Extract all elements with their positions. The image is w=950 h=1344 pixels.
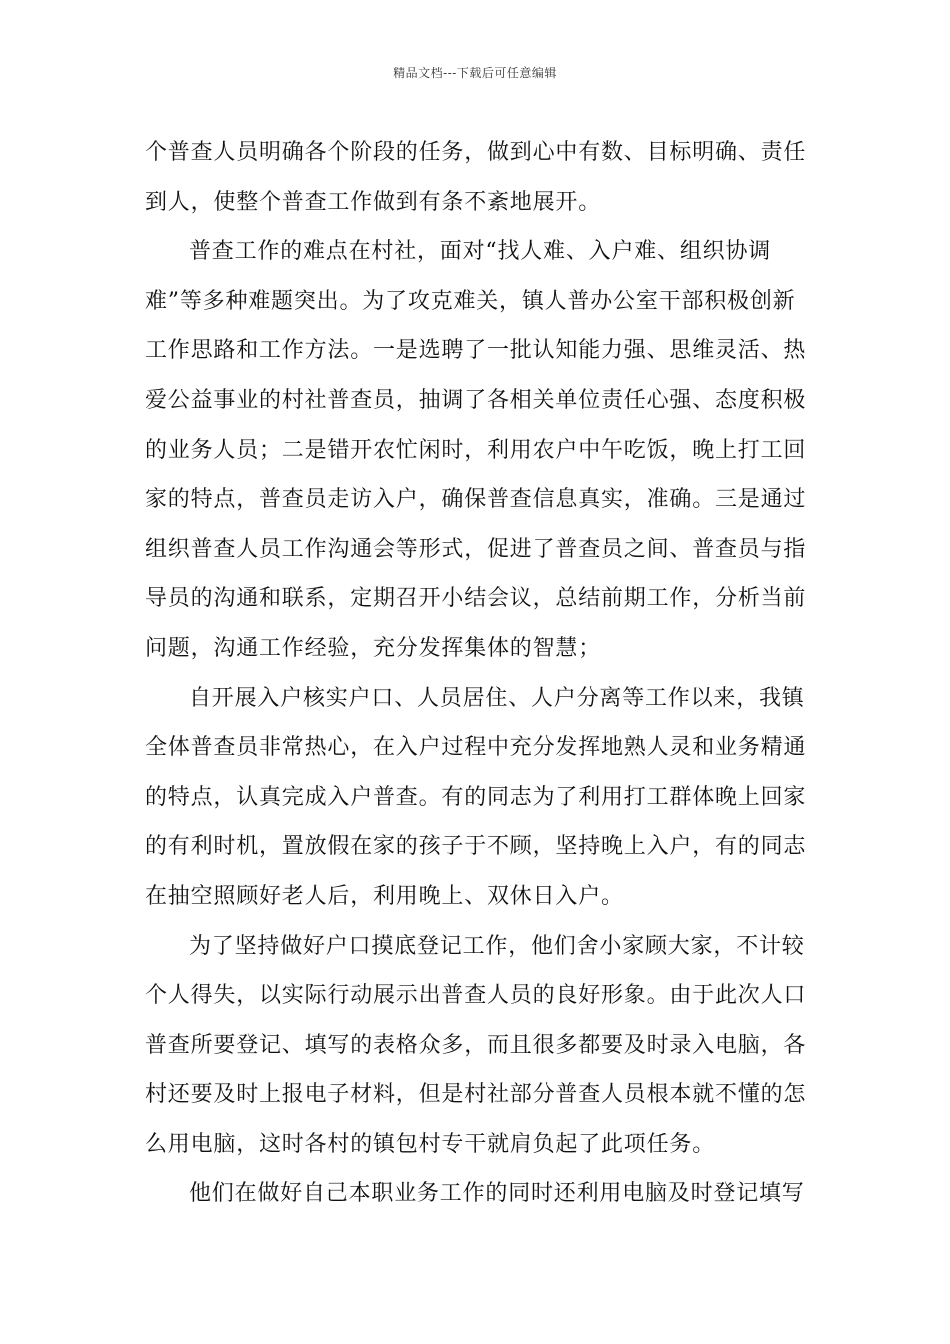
text-line: 难”等多种难题突出。为了攻克难关，镇人普办公室干部积极创新 — [145, 288, 796, 314]
text-line: 在抽空照顾好老人后，利用晚上、双休日入户。 — [145, 883, 624, 909]
text-line: 家的特点，普查员走访入户，确保普查信息真实，准确。三是通过 — [145, 487, 807, 513]
text-line: 的有利时机，置放假在家的孩子于不顾，坚持晚上入户，有的同志 — [145, 834, 807, 860]
text-line: 个人得失，以实际行动展示出普查人员的良好形象。由于此次人口 — [145, 983, 807, 1009]
text-line: 到人，使整个普查工作做到有条不紊地展开。 — [145, 189, 602, 215]
text-line: 导员的沟通和联系，定期召开小结会议，总结前期工作，分析当前 — [145, 586, 807, 612]
text-line: 的特点，认真完成入户普查。有的同志为了利用打工群体晚上回家 — [145, 784, 807, 810]
page-header: 精品文档---下载后可任意编辑 — [393, 66, 557, 80]
text-line: 全体普查员非常热心，在入户过程中充分发挥地熟人灵和业务精通 — [145, 735, 807, 761]
text-line: 爱公益事业的村社普查员，抽调了各相关单位责任心强、态度积极 — [145, 387, 807, 413]
text-line: 普查所要登记、填写的表格众多，而且很多都要及时录入电脑，各 — [145, 1032, 807, 1058]
text-line: 个普查人员明确各个阶段的任务，做到心中有数、目标明确、责任 — [145, 140, 807, 165]
paragraph-first-line: 他们在做好自己本职业务工作的同时还利用电脑及时登记填写 — [189, 1181, 805, 1207]
text-line: 村还要及时上报电子材料，但是村社部分普查人员根本就不懂的怎 — [145, 1082, 807, 1108]
paragraph-first-line: 普查工作的难点在村社，面对“找人难、入户难、组织协调 — [189, 239, 772, 265]
paragraph-first-line: 为了坚持做好户口摸底登记工作，他们舍小家顾大家，不计较 — [189, 933, 805, 959]
text-line: 么用电脑，这时各村的镇包村专干就肩负起了此项任务。 — [145, 1131, 716, 1157]
text-line: 组织普查人员工作沟通会等形式，促进了普查员之间、普查员与指 — [145, 536, 807, 562]
text-line: 的业务人员；二是错开农忙闲时，利用农户中午吃饭，晚上打工回 — [145, 437, 807, 463]
text-line: 问题，沟通工作经验，充分发挥集体的智慧； — [145, 635, 602, 661]
paragraph-first-line: 自开展入户核实户口、人员居住、人户分离等工作以来，我镇 — [189, 685, 805, 711]
text-line: 工作思路和工作方法。一是选聘了一批认知能力强、思维灵活、热 — [145, 338, 807, 364]
document-body — [145, 128, 811, 1219]
